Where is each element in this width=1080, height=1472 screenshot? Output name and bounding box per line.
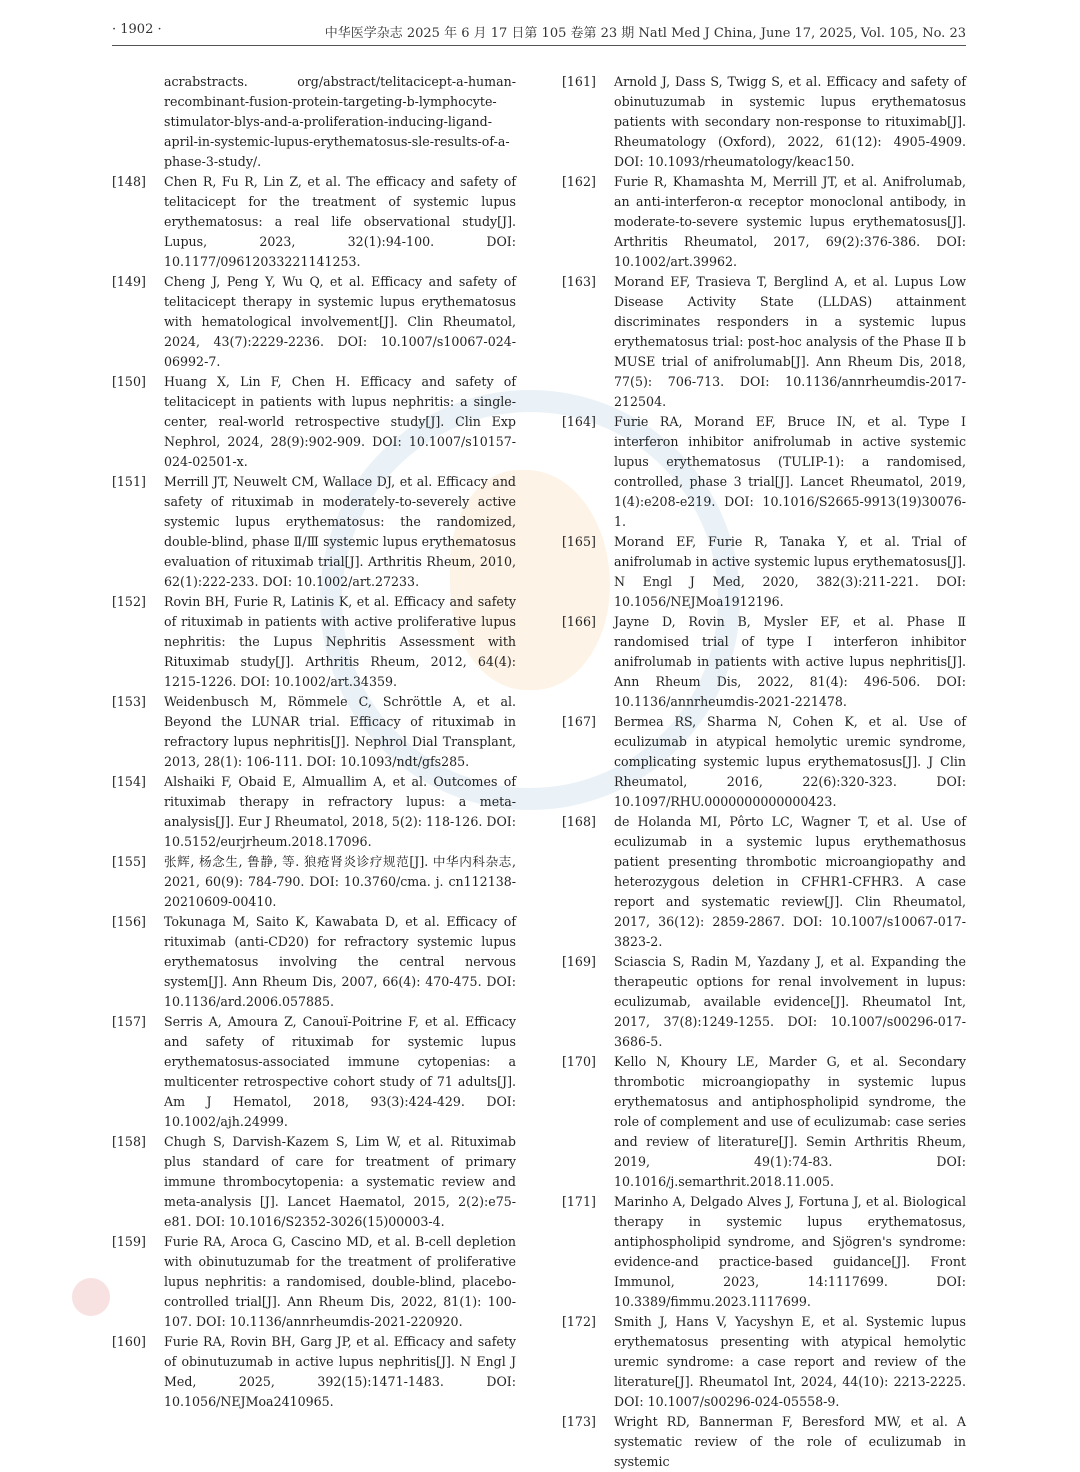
reference-text: Rovin BH, Furie R, Latinis K, et al. Efficacy and safety of rituximab in patients with active proliferative lupus nephritis: the Lupus Nephritis Assessment with Rituximab study[J]. Arthritis Rheum, 2012, 64(4): 1215-1226. DOI: 10.1002/art.34359.	[164, 594, 516, 689]
reference-number: [155]	[112, 854, 146, 869]
reference-number: [160]	[112, 1334, 146, 1349]
reference-text: Huang X, Lin F, Chen H. Efficacy and safety of telitacicept in patients with lupus nephritis: a single-center, real-world retrospective study[J]. Clin Exp Nephrol, 2024, 28(9):902-909. DOI: 10.1007/s10157-024-02501-x.	[164, 374, 516, 469]
reference-number: [148]	[112, 174, 146, 189]
reference-text: Arnold J, Dass S, Twigg S, et al. Efficacy and safety of obinutuzumab in systemic lupus erythematosus patients with secondary non-response to rituximab[J]. Rheumatology (Oxford), 2022, 61(12): 4905-4909. DOI: 10.1093/rheumatology/keac150.	[614, 74, 966, 169]
reference-number: [154]	[112, 774, 146, 789]
reference-text: Cheng J, Peng Y, Wu Q, et al. Efficacy and safety of telitacicept therapy in systemic lupus erythematosus with hematological involvement[J]. Clin Rheumatol, 2024, 43(7):2229-2236. DOI: 10.1007/s10067-024-06992-7.	[164, 274, 516, 369]
reference-entry	[112, 1012, 516, 1132]
reference-number: [168]	[562, 814, 596, 829]
reference-entry	[112, 372, 516, 472]
reference-text: Tokunaga M, Saito K, Kawabata D, et al. Efficacy of rituximab (anti-CD20) for refractory systemic lupus erythematosus involving the central nervous system[J]. Ann Rheum Dis, 2007, 66(4): 470-475. DOI: 10.1136/ard.2006.057885.	[164, 914, 516, 1009]
reference-entry	[562, 952, 966, 1052]
reference-text: Merrill JT, Neuwelt CM, Wallace DJ, et al. Efficacy and safety of rituximab in moderately-to-severely active systemic lupus erythematosus: the randomized, double-blind, phase Ⅱ/Ⅲ systemic lupus erythematosus evaluation of rituximab trial[J]. Arthritis Rheum, 2010, 62(1):222-233. DOI: 10.1002/art.27233.	[164, 474, 516, 589]
reference-number: [156]	[112, 914, 146, 929]
reference-text: Chugh S, Darvish-Kazem S, Lim W, et al. Rituximab plus standard of care for treatment of primary immune thrombocytopenia: a systematic review and meta-analysis [J]. Lancet Haematol, 2015, 2(2):e75-e81. DOI: 10.1016/S2352-3026(15)00003-4.	[164, 1134, 516, 1229]
reference-entry	[112, 692, 516, 772]
reference-number: [173]	[562, 1414, 596, 1429]
reference-entry	[112, 772, 516, 852]
publisher-logo-icon	[72, 1278, 110, 1316]
reference-text: Wright RD, Bannerman F, Beresford MW, et al. A systematic review of the role of eculizumab in systemic	[614, 1414, 966, 1469]
reference-text: Smith J, Hans V, Yacyshyn E, et al. Systemic lupus erythematosus presenting with atypical hemolytic uremic syndrome: a case report and review of the literature[J]. Rheumatol Int, 2024, 44(10): 2213-2225. DOI: 10.1007/s00296-024-05558-9.	[614, 1314, 966, 1409]
reference-entry	[112, 172, 516, 272]
page-number: · 1902 ·	[112, 22, 162, 37]
reference-text: Chen R, Fu R, Lin Z, et al. The efficacy and safety of telitacicept for the treatment of systemic lupus erythematosus: a real life observational study[J]. Lupus, 2023, 32(1):94-100. DOI: 10.1177/09612033221141253.	[164, 174, 516, 269]
running-header	[112, 22, 966, 46]
reference-number: [151]	[112, 474, 146, 489]
reference-entry	[562, 272, 966, 412]
reference-number: [167]	[562, 714, 596, 729]
reference-text: Morand EF, Furie R, Tanaka Y, et al. Trial of anifrolumab in active systemic lupus erythematosus[J]. N Engl J Med, 2020, 382(3):211-221. DOI: 10.1056/NEJMoa1912196.	[614, 534, 966, 609]
references-right-column	[562, 72, 966, 1472]
reference-text: Furie RA, Aroca G, Cascino MD, et al. B-cell depletion with obinutuzumab for the treatment of proliferative lupus nephritis: a randomised, double-blind, placebo-controlled trial[J]. Ann Rheum Dis, 2022, 81(1): 100-107. DOI: 10.1136/annrheumdis-2021-220920.	[164, 1234, 516, 1329]
reference-entry	[112, 1232, 516, 1332]
reference-text: Bermea RS, Sharma N, Cohen K, et al. Use of eculizumab in atypical hemolytic uremic syndrome, complicating systemic lupus erythematosus[J]. J Clin Rheumatol, 2016, 22(6):320-323. DOI: 10.1097/RHU.0000000000000423.	[614, 714, 966, 809]
reference-number: [153]	[112, 694, 146, 709]
reference-entry	[112, 592, 516, 692]
reference-number: [165]	[562, 534, 596, 549]
reference-entry	[562, 1312, 966, 1412]
reference-text: Marinho A, Delgado Alves J, Fortuna J, et al. Biological therapy in systemic lupus erythematosus, antiphospholipid syndrome, and Sjögren's syndrome: evidence-and practice-based guidance[J]. Front Immunol, 2023, 14:1117699. DOI: 10.3389/fimmu.2023.1117699.	[614, 1194, 966, 1309]
reference-number: [162]	[562, 174, 596, 189]
reference-entry	[562, 712, 966, 812]
reference-text: Furie RA, Morand EF, Bruce IN, et al. Type Ⅰ interferon inhibitor anifrolumab in active systemic lupus erythematosus (TULIP-1): a randomised, controlled, phase 3 trial[J]. Lancet Rheumatol, 2019, 1(4):e208-e219. DOI: 10.1016/S2665-9913(19)30076-1.	[614, 414, 966, 529]
reference-text: Furie R, Khamashta M, Merrill JT, et al. Anifrolumab, an anti-interferon-α receptor monoclonal antibody, in moderate-to-severe systemic lupus erythematosus[J]. Arthritis Rheumatol, 2017, 69(2):376-386. DOI: 10.1002/art.39962.	[614, 174, 966, 269]
reference-number: [169]	[562, 954, 596, 969]
reference-text: Weidenbusch M, Römmele C, Schröttle A, et al. Beyond the LUNAR trial. Efficacy of rituximab in refractory lupus nephritis[J]. Nephrol Dial Transplant, 2013, 28(1): 106-111. DOI: 10.1093/ndt/gfs285.	[164, 694, 516, 769]
reference-entry	[112, 1332, 516, 1412]
reference-entry	[112, 72, 516, 172]
reference-text: 张辉, 杨念生, 鲁静, 等. 狼疮肾炎诊疗规范[J]. 中华内科杂志, 2021, 60(9): 784-790. DOI: 10.3760/cma. j. cn112138-20210609-00410.	[164, 854, 516, 909]
reference-entry	[562, 412, 966, 532]
reference-entry	[562, 612, 966, 712]
reference-text: Morand EF, Trasieva T, Berglind A, et al. Lupus Low Disease Activity State (LLDAS) attainment discriminates responders in a systemic lupus erythematosus trial: post-hoc analysis of the Phase Ⅱ b MUSE trial of anifrolumab[J]. Ann Rheum Dis, 2018, 77(5): 706-713. DOI: 10.1136/annrheumdis-2017-212504.	[614, 274, 966, 409]
reference-number: [172]	[562, 1314, 596, 1329]
reference-entry	[112, 852, 516, 912]
journal-citation: 中华医学杂志 2025 年 6 月 17 日第 105 卷第 23 期 Natl Med J China, June 17, 2025, Vol. 105, No. 23	[324, 26, 966, 41]
reference-number: [158]	[112, 1134, 146, 1149]
reference-entry	[562, 1412, 966, 1472]
reference-entry	[562, 1052, 966, 1192]
reference-entry	[112, 472, 516, 592]
reference-entry	[112, 272, 516, 372]
reference-entry	[562, 1192, 966, 1312]
reference-number: [157]	[112, 1014, 146, 1029]
reference-text: Serris A, Amoura Z, Canouï-Poitrine F, et al. Efficacy and safety of rituximab for systemic lupus erythematosus-associated immune cytopenias: a multicenter retrospective cohort study of 71 adults[J]. Am J Hematol, 2018, 93(3):424-429. DOI: 10.1002/ajh.24999.	[164, 1014, 516, 1129]
reference-entry	[562, 172, 966, 272]
reference-text: de Holanda MI, Pôrto LC, Wagner T, et al. Use of eculizumab in a systemic lupus erythemathosus patient presenting thrombotic microangiopathy and heterozygous deletion in CFHR1-CFHR3. A case report and systematic review[J]. Clin Rheumatol, 2017, 36(12): 2859-2867. DOI: 10.1007/s10067-017-3823-2.	[614, 814, 966, 949]
reference-entry	[112, 1132, 516, 1232]
reference-number: [166]	[562, 614, 596, 629]
reference-number: [149]	[112, 274, 146, 289]
reference-number: [164]	[562, 414, 596, 429]
reference-text: Furie RA, Rovin BH, Garg JP, et al. Efficacy and safety of obinutuzumab in active lupus nephritis[J]. N Engl J Med, 2025, 392(15):1471-1483. DOI: 10.1056/NEJMoa2410965.	[164, 1334, 516, 1409]
reference-number: [170]	[562, 1054, 596, 1069]
reference-text: Kello N, Khoury LE, Marder G, et al. Secondary thrombotic microangiopathy in systemic lupus erythematosus and antiphospholipid syndrome, the role of complement and use of eculizumab: case series and review of literature[J]. Semin Arthritis Rheum, 2019, 49(1):74-83. DOI: 10.1016/j.semarthrit.2018.11.005.	[614, 1054, 966, 1189]
reference-number: [152]	[112, 594, 146, 609]
reference-number: [159]	[112, 1234, 146, 1249]
reference-entry	[562, 532, 966, 612]
reference-entry	[562, 72, 966, 172]
references-left-column	[112, 72, 516, 1412]
reference-entry	[562, 812, 966, 952]
reference-number: [150]	[112, 374, 146, 389]
reference-text: Sciascia S, Radin M, Yazdany J, et al. Expanding the therapeutic options for renal involvement in lupus: eculizumab, available evidence[J]. Rheumatol Int, 2017, 37(8):1249-1255. DOI: 10.1007/s00296-017-3686-5.	[614, 954, 966, 1049]
reference-number: [163]	[562, 274, 596, 289]
reference-number: [171]	[562, 1194, 596, 1209]
reference-text: Alshaiki F, Obaid E, Almuallim A, et al. Outcomes of rituximab therapy in refractory lupus: a meta-analysis[J]. Eur J Rheumatol, 2018, 5(2): 118-126. DOI: 10.5152/eurjrheum.2018.17096.	[164, 774, 516, 849]
reference-text: Jayne D, Rovin B, Mysler EF, et al. Phase Ⅱ randomised trial of type Ⅰ interferon inhibitor anifrolumab in patients with active lupus nephritis[J]. Ann Rheum Dis, 2022, 81(4): 496-506. DOI: 10.1136/annrheumdis-2021-221478.	[614, 614, 966, 709]
reference-number: [161]	[562, 74, 596, 89]
reference-entry	[112, 912, 516, 1012]
reference-text: acrabstracts. org/abstract/telitacicept-a-human-recombinant-fusion-protein-targeting-b-lymphocyte-stimulator-blys-and-a-proliferation-inducing-ligand-april-in-systemic-lupus-erythematosus-sle-results-of-a-phase-3-study/.	[164, 74, 516, 169]
